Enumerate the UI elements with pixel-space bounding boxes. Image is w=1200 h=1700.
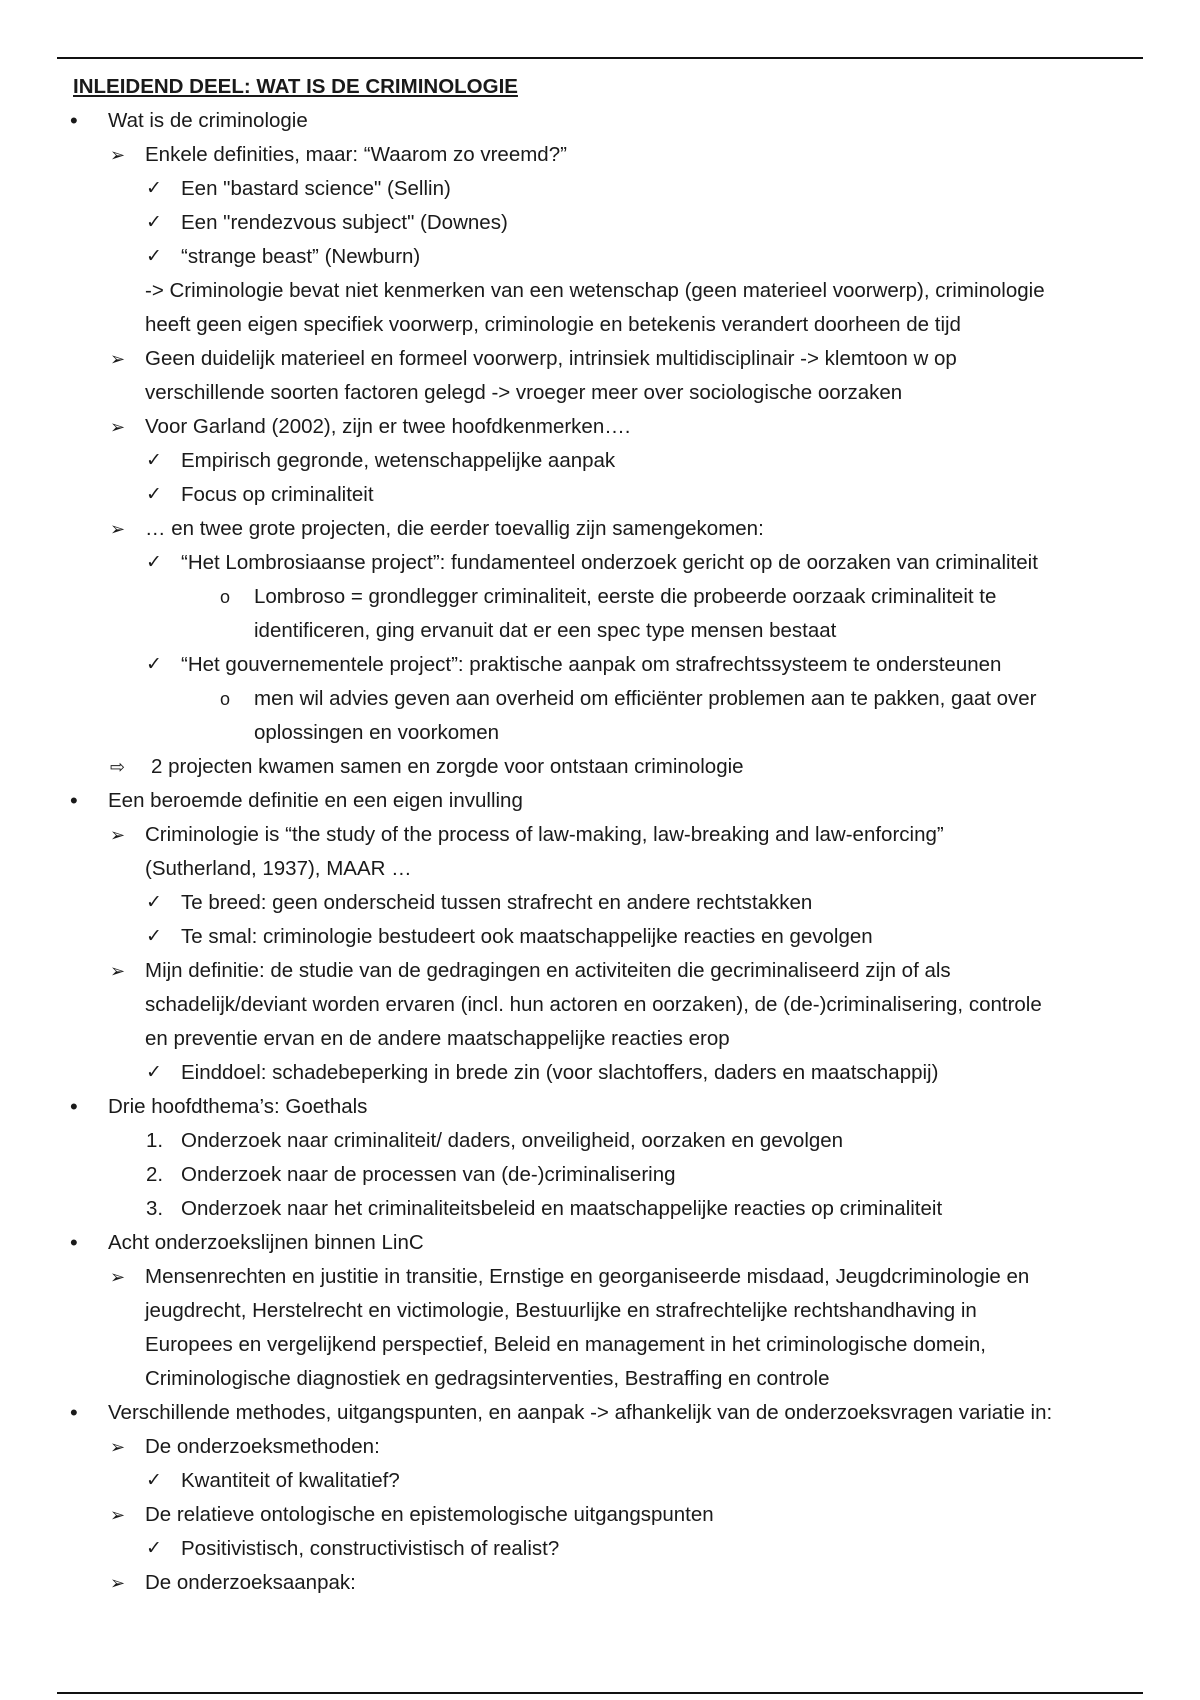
arrow-bullet-icon: ➢ [110, 349, 126, 369]
line-text: (Sutherland, 1937), MAAR … [145, 857, 412, 880]
arrow-bullet-icon: ➢ [110, 961, 126, 981]
arrow-bullet-icon: ➢ [110, 145, 126, 165]
line [0, 512, 1200, 546]
line-text: De onderzoeksaanpak: [145, 1571, 356, 1594]
check-icon: ✓ [146, 552, 162, 573]
line-text: Lombroso = grondlegger criminaliteit, eerste die probeerde oorzaak criminaliteit te [254, 585, 997, 608]
line-text: De onderzoeksmethoden: [145, 1435, 380, 1458]
line [0, 852, 1200, 886]
line-text: Drie hoofdthema’s: Goethals [108, 1095, 368, 1118]
arrow-bullet-icon: ➢ [110, 1573, 126, 1593]
document-body [0, 70, 1200, 1600]
bottom-rule [57, 1692, 1143, 1694]
arrow-bullet-icon: ➢ [110, 1267, 126, 1287]
line [0, 1192, 1200, 1226]
check-icon: ✓ [146, 1062, 162, 1083]
line [0, 1090, 1200, 1124]
line [0, 172, 1200, 206]
arrow-bullet-icon: ➢ [110, 1505, 126, 1525]
line [0, 342, 1200, 376]
line-text: heeft geen eigen specifiek voorwerp, criminologie en betekenis verandert doorheen de tijd [145, 313, 961, 336]
check-icon: ✓ [146, 484, 162, 505]
arrow-bullet-icon: ➢ [110, 1437, 126, 1457]
line [0, 1294, 1200, 1328]
line [0, 1226, 1200, 1260]
line-text: Einddoel: schadebeperking in brede zin (voor slachtoffers, daders en maatschappij) [181, 1061, 939, 1084]
line [0, 478, 1200, 512]
line-text: Onderzoek naar de processen van (de-)criminalisering [181, 1163, 676, 1186]
line [0, 104, 1200, 138]
line-text: Verschillende methodes, uitgangspunten, en aanpak -> afhankelijk van de onderzoeksvragen variatie in: [108, 1401, 1053, 1424]
line-text: 2 projecten kwamen samen en zorgde voor ontstaan criminologie [151, 755, 744, 778]
line [0, 920, 1200, 954]
line-text: Te breed: geen onderscheid tussen strafrecht en andere rechtstakken [181, 891, 813, 914]
line [0, 580, 1200, 614]
line [0, 1158, 1200, 1192]
line-text: Onderzoek naar het criminaliteitsbeleid en maatschappelijke reacties op criminaliteit [181, 1197, 943, 1220]
line [0, 716, 1200, 750]
line-text: Positivistisch, constructivistisch of realist? [181, 1537, 560, 1560]
line [0, 1396, 1200, 1430]
arrow-bullet-icon: ➢ [110, 519, 126, 539]
line-text: Een "rendezvous subject" (Downes) [181, 211, 508, 234]
line-text: Enkele definities, maar: “Waarom zo vreemd?” [145, 143, 567, 166]
line [0, 614, 1200, 648]
line-text: en preventie ervan en de andere maatschappelijke reacties erop [145, 1027, 730, 1050]
line [0, 1260, 1200, 1294]
line-text: Kwantiteit of kwalitatief? [181, 1469, 400, 1492]
line [0, 988, 1200, 1022]
bullet-icon: • [70, 108, 78, 133]
line [0, 1362, 1200, 1396]
line-text: Focus op criminaliteit [181, 483, 374, 506]
check-icon: ✓ [146, 892, 162, 913]
line [0, 1566, 1200, 1600]
list-number: 3. [146, 1197, 164, 1220]
line [0, 682, 1200, 716]
line-text: Empirisch gegronde, wetenschappelijke aanpak [181, 449, 616, 472]
arrow-bullet-icon: ➢ [110, 825, 126, 845]
line [0, 1430, 1200, 1464]
line-text: Mensenrechten en justitie in transitie, Ernstige en georganiseerde misdaad, Jeugdcriminologie en [145, 1265, 1030, 1288]
line-text: Een beroemde definitie en een eigen invulling [108, 789, 523, 812]
check-icon: ✓ [146, 178, 162, 199]
circle-bullet-icon: o [220, 689, 231, 709]
line-text: identificeren, ging ervanuit dat er een spec type mensen bestaat [254, 619, 837, 642]
line-text: Wat is de criminologie [108, 109, 308, 132]
line [0, 444, 1200, 478]
check-icon: ✓ [146, 926, 162, 947]
line-text: -> Criminologie bevat niet kenmerken van een wetenschap (geen materieel voorwerp), criminologie [145, 279, 1045, 302]
line [0, 648, 1200, 682]
line-text: Acht onderzoekslijnen binnen LinC [108, 1231, 424, 1254]
line-text: Te smal: criminologie bestudeert ook maatschappelijke reacties en gevolgen [181, 925, 873, 948]
line-text: verschillende soorten factoren gelegd -> vroeger meer over sociologische oorzaken [145, 381, 903, 404]
line-text: Criminologische diagnostiek en gedragsinterventies, Bestraffing en controle [145, 1367, 830, 1390]
line-text: “Het Lombrosiaanse project”: fundamenteel onderzoek gericht op de oorzaken van criminaliteit [181, 551, 1038, 574]
line [0, 784, 1200, 818]
line [0, 1022, 1200, 1056]
document-title: INLEIDEND DEEL: WAT IS DE CRIMINOLOGIE [73, 75, 518, 98]
check-icon: ✓ [146, 654, 162, 675]
line-text: Mijn definitie: de studie van de gedragingen en activiteiten die gecriminaliseerd zijn of als [145, 959, 951, 982]
line-text: Criminologie is “the study of the process of law-making, law-breaking and law-enforcing” [145, 823, 944, 846]
line [0, 1464, 1200, 1498]
line [0, 376, 1200, 410]
bullet-icon: • [70, 788, 78, 813]
line-text: men wil advies geven aan overheid om efficiënter problemen aan te pakken, gaat over [254, 687, 1037, 710]
line [0, 1124, 1200, 1158]
line-text: De relatieve ontologische en epistemologische uitgangspunten [145, 1503, 714, 1526]
line-text: schadelijk/deviant worden ervaren (incl. hun actoren en oorzaken), de (de-)criminalisering, controle [145, 993, 1042, 1016]
line [0, 954, 1200, 988]
check-icon: ✓ [146, 212, 162, 233]
hollow-arrow-icon: ⇨ [110, 757, 126, 777]
line [0, 1056, 1200, 1090]
line-text: … en twee grote projecten, die eerder toevallig zijn samengekomen: [145, 517, 764, 540]
bullet-icon: • [70, 1230, 78, 1255]
check-icon: ✓ [146, 450, 162, 471]
line [0, 410, 1200, 444]
check-icon: ✓ [146, 1538, 162, 1559]
line-text: “Het gouvernementele project”: praktische aanpak om strafrechtssysteem te ondersteunen [181, 653, 1002, 676]
top-rule [57, 57, 1143, 59]
bullet-icon: • [70, 1400, 78, 1425]
line [0, 138, 1200, 172]
line [0, 750, 1200, 784]
line-text: Onderzoek naar criminaliteit/ daders, onveiligheid, oorzaken en gevolgen [181, 1129, 844, 1152]
line [0, 1328, 1200, 1362]
line [0, 886, 1200, 920]
line [0, 240, 1200, 274]
line [0, 274, 1200, 308]
line-text: oplossingen en voorkomen [254, 721, 500, 744]
list-number: 1. [146, 1129, 164, 1152]
line-text: Voor Garland (2002), zijn er twee hoofdkenmerken…. [145, 415, 631, 438]
list-number: 2. [146, 1163, 164, 1186]
line-text: jeugdrecht, Herstelrecht en victimologie, Bestuurlijke en strafrechtelijke rechtshandhaving in [145, 1299, 977, 1322]
line-text: Europees en vergelijkend perspectief, Beleid en management in het criminologische domein, [145, 1333, 986, 1356]
bullet-icon: • [70, 1094, 78, 1119]
line-text: Geen duidelijk materieel en formeel voorwerp, intrinsiek multidisciplinair -> klemtoon w op [145, 347, 957, 370]
arrow-bullet-icon: ➢ [110, 417, 126, 437]
line [0, 818, 1200, 852]
circle-bullet-icon: o [220, 587, 231, 607]
line [0, 1532, 1200, 1566]
line-text: Een "bastard science" (Sellin) [181, 177, 451, 200]
check-icon: ✓ [146, 246, 162, 267]
check-icon: ✓ [146, 1470, 162, 1491]
line [0, 206, 1200, 240]
line [0, 546, 1200, 580]
line [0, 70, 1200, 104]
line-text: “strange beast” (Newburn) [181, 245, 421, 268]
line [0, 308, 1200, 342]
line [0, 1498, 1200, 1532]
